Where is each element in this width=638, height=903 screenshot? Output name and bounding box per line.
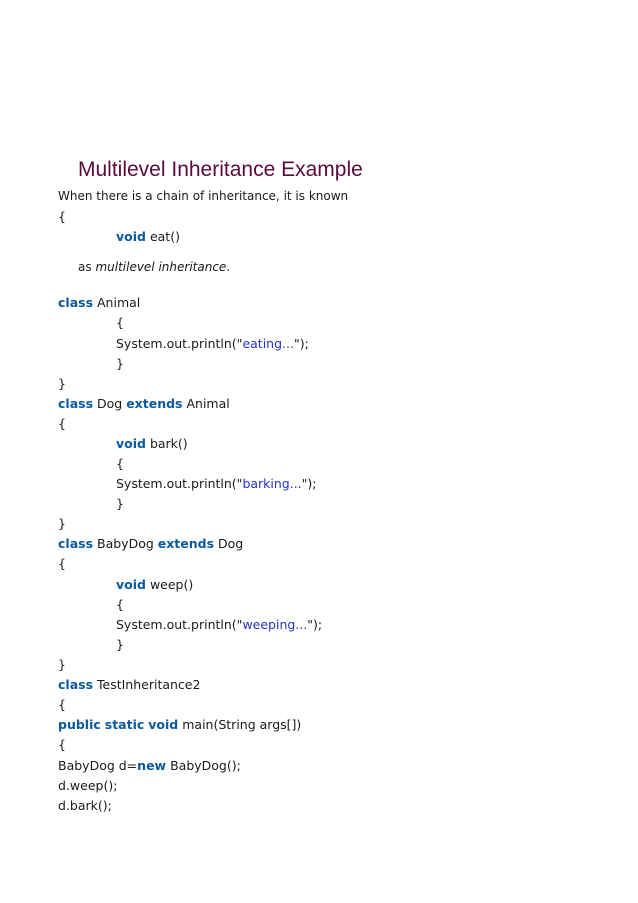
- class-name-babydog: BabyDog: [97, 536, 154, 551]
- println-prefix: System.out.println(": [116, 617, 243, 632]
- decl-suffix: BabyDog();: [170, 758, 241, 773]
- println-suffix: ");: [293, 336, 309, 351]
- code-brace: }: [58, 657, 66, 672]
- keyword-class: class: [58, 536, 94, 551]
- code-brace: {: [58, 697, 66, 712]
- keyword-class: class: [58, 677, 94, 692]
- code-brace: }: [116, 356, 124, 371]
- keyword-void: void: [148, 717, 179, 732]
- intro-italic-term: multilevel inheritance: [95, 260, 227, 274]
- keyword-extends: extends: [157, 536, 215, 551]
- code-line-class-animal: [58, 295, 140, 311]
- code-line-bark: [116, 436, 188, 452]
- intro-prefix: as: [78, 260, 92, 274]
- class-name-dog: Dog: [218, 536, 244, 551]
- code-brace: }: [58, 376, 66, 391]
- println-prefix: System.out.println(": [116, 336, 243, 351]
- println-prefix: System.out.println(": [116, 476, 243, 491]
- code-brace: }: [58, 516, 66, 531]
- code-brace: {: [58, 209, 66, 224]
- method-main: main(String args[]): [182, 717, 302, 732]
- string-weeping: weeping...: [242, 617, 308, 632]
- method-eat: eat(): [149, 229, 180, 244]
- keyword-void: void: [116, 436, 146, 451]
- code-line-println-eating: [116, 336, 309, 352]
- code-brace: {: [116, 315, 124, 330]
- code-line-eat: [116, 229, 180, 245]
- string-eating: eating...: [242, 336, 294, 351]
- keyword-class: class: [58, 396, 94, 411]
- class-name-animal: Animal: [97, 295, 141, 310]
- code-line-class-test: [58, 677, 200, 693]
- intro-text-line-2: [78, 260, 230, 274]
- decl-prefix: BabyDog d=: [58, 758, 138, 773]
- class-name-test: TestInheritance2: [97, 677, 201, 692]
- code-line-class-babydog: [58, 536, 243, 552]
- code-brace: }: [116, 637, 124, 652]
- code-line-class-dog: [58, 396, 230, 412]
- code-line-call-bark: d.bark();: [58, 798, 112, 813]
- method-weep: weep(): [149, 577, 194, 592]
- intro-suffix: .: [226, 260, 231, 274]
- code-line-weep: [116, 577, 193, 593]
- code-line-call-weep: d.weep();: [58, 778, 118, 793]
- keyword-static: static: [104, 717, 145, 732]
- code-brace: {: [58, 416, 66, 431]
- keyword-void: void: [116, 229, 146, 244]
- string-barking: barking...: [242, 476, 302, 491]
- keyword-new: new: [137, 758, 167, 773]
- intro-text-line-1: When there is a chain of inheritance, it is known: [58, 189, 349, 203]
- page-title: Multilevel Inheritance Example: [78, 158, 363, 181]
- code-line-new-babydog: [58, 758, 241, 774]
- code-line-println-barking: [116, 476, 317, 492]
- class-name-dog: Dog: [97, 396, 123, 411]
- code-line-println-weeping: [116, 617, 322, 633]
- code-brace: {: [58, 556, 66, 571]
- keyword-void: void: [116, 577, 146, 592]
- keyword-class: class: [58, 295, 94, 310]
- println-suffix: ");: [301, 476, 317, 491]
- code-line-main: [58, 717, 301, 733]
- code-brace: }: [116, 496, 124, 511]
- code-brace: {: [58, 737, 66, 752]
- println-suffix: ");: [307, 617, 323, 632]
- method-bark: bark(): [149, 436, 188, 451]
- code-brace: {: [116, 456, 124, 471]
- code-brace: {: [116, 597, 124, 612]
- keyword-public: public: [58, 717, 101, 732]
- keyword-extends: extends: [126, 396, 183, 411]
- class-name-animal: Animal: [186, 396, 230, 411]
